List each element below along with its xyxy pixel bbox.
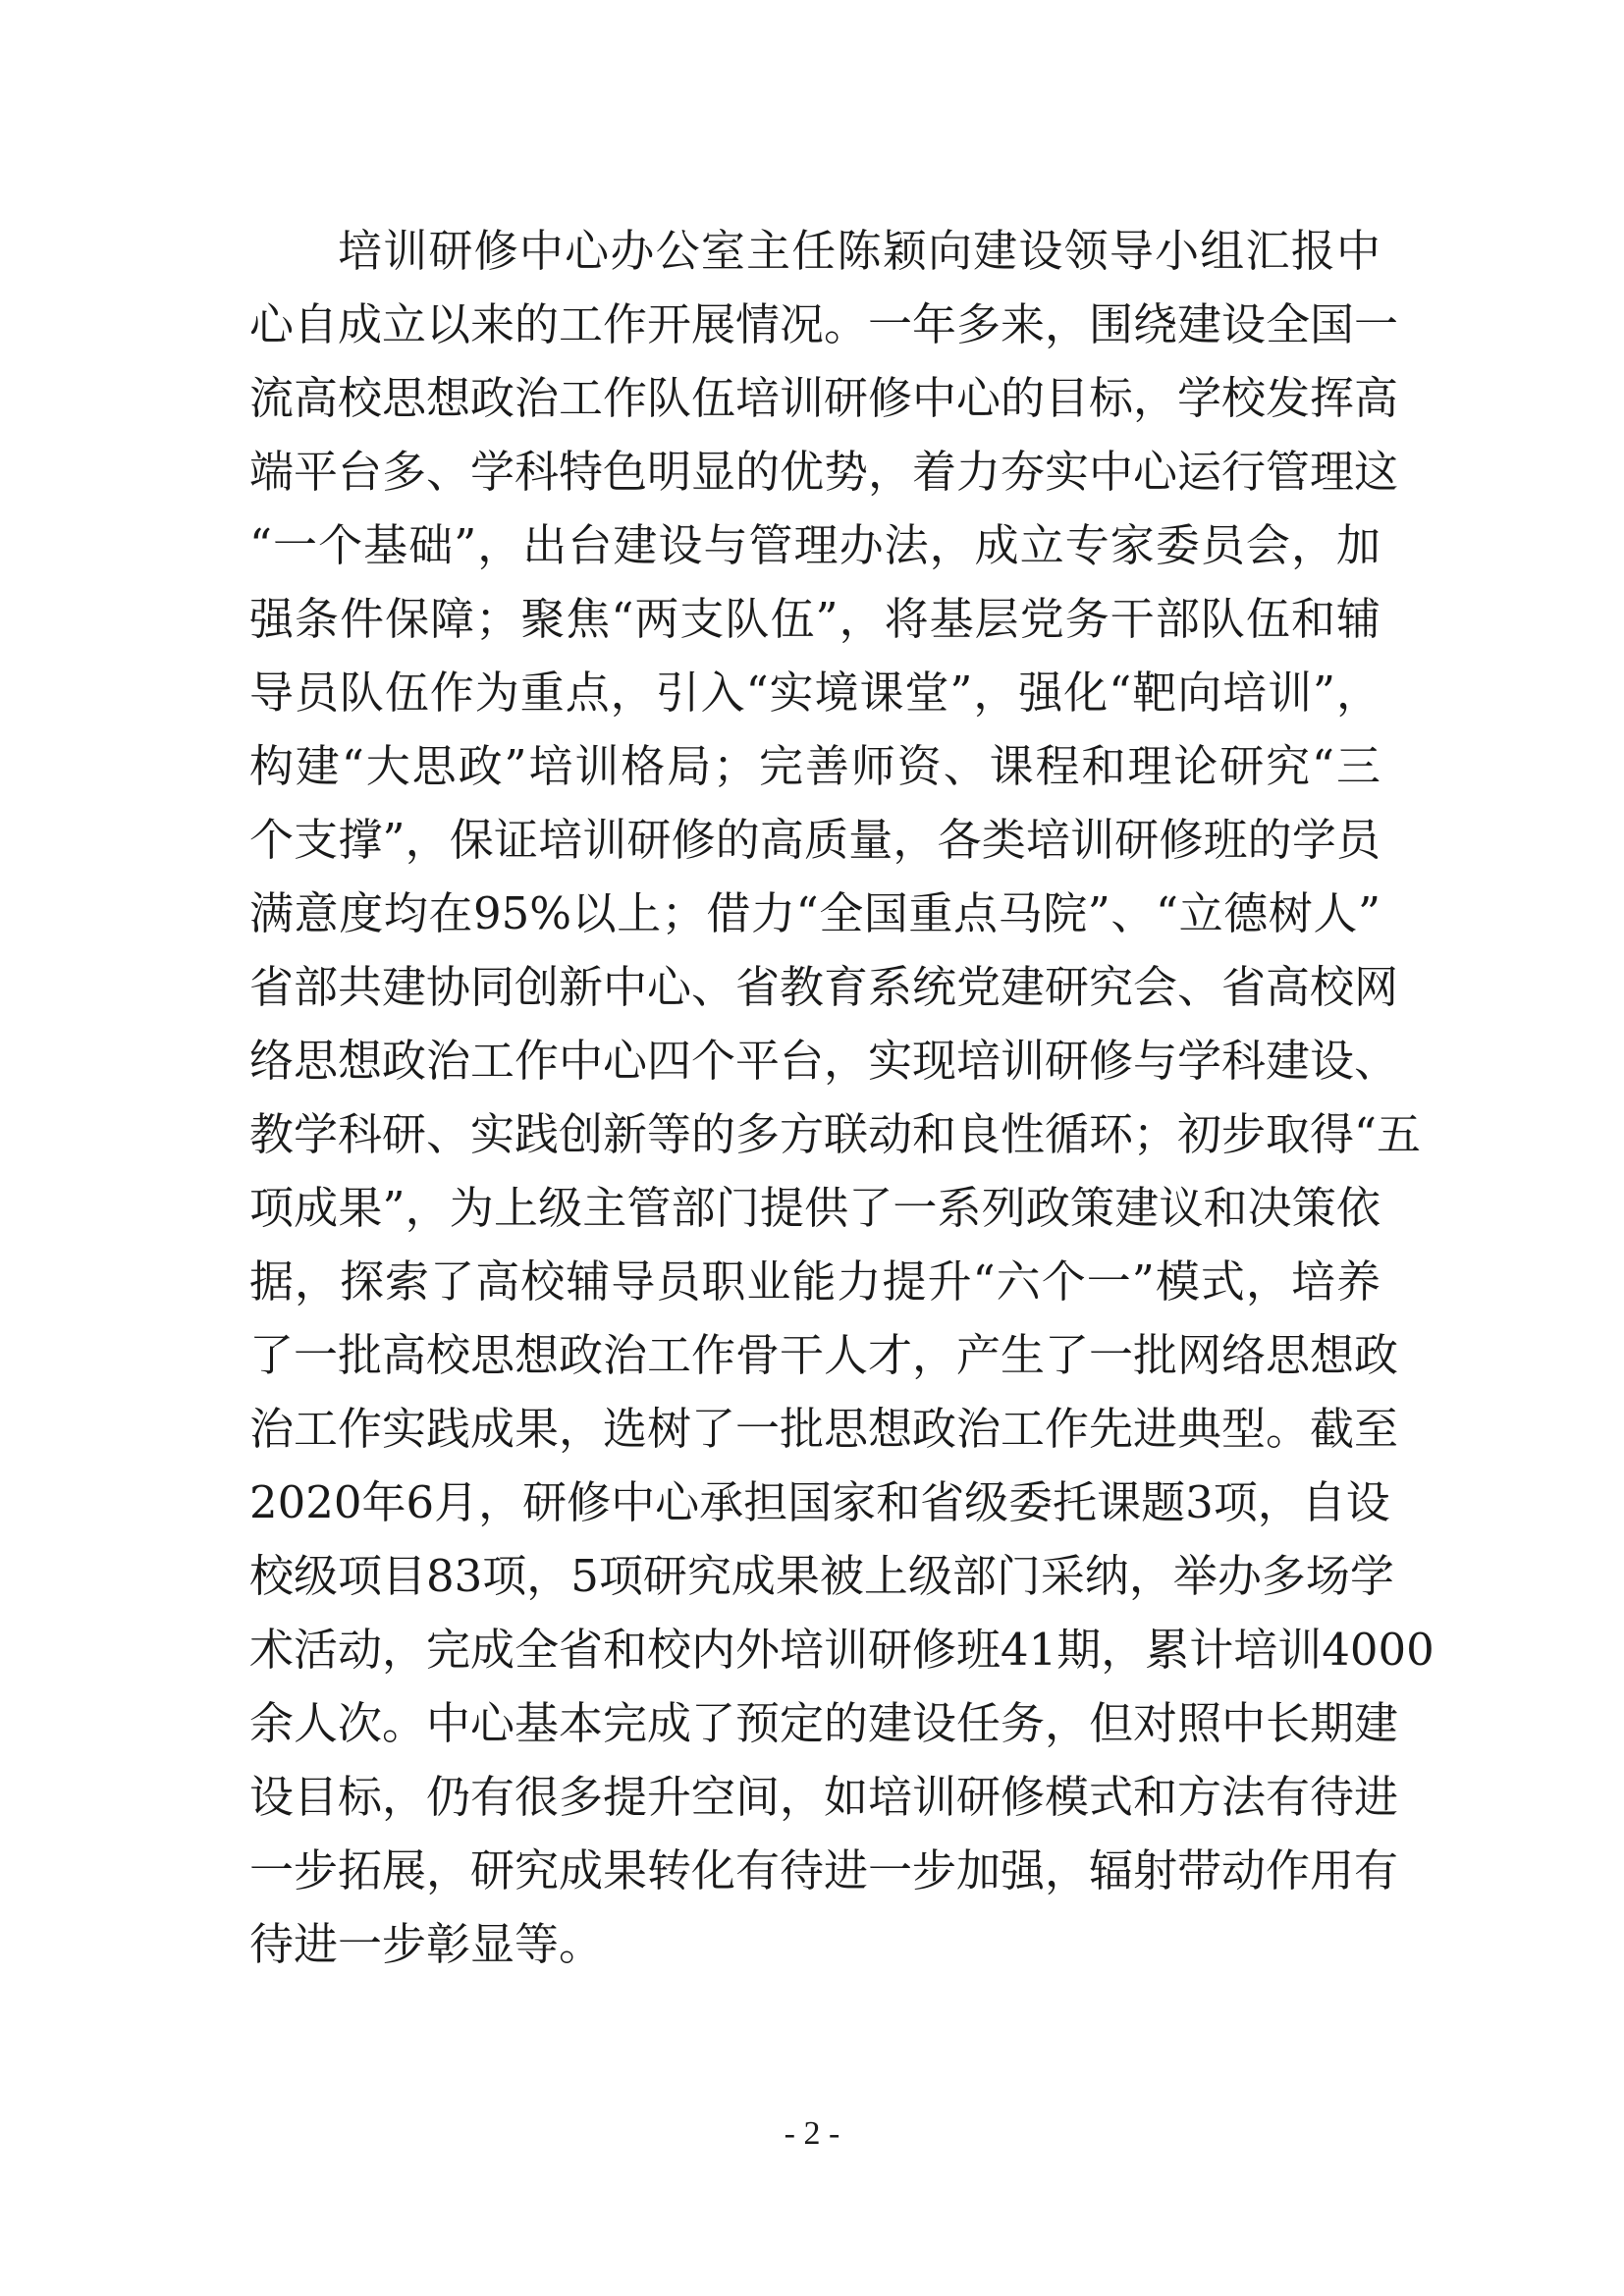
paragraph-line: 余人次。中心基本完成了预定的建设任务，但对照中长期建: [249, 1697, 1399, 1749]
paragraph-line: 设目标，仍有很多提升空间，如培训研修模式和方法有待进: [249, 1771, 1399, 1823]
paragraph-line: 校级项目83项，5项研究成果被上级部门采纳，举办多场学: [249, 1550, 1394, 1602]
paragraph-line: 构建“大思政”培训格局；完善师资、课程和理论研究“三: [249, 740, 1380, 792]
paragraph-line: 治工作实践成果，选树了一批思想政治工作先进典型。截至: [249, 1403, 1399, 1455]
paragraph-line: “一个基础”，出台建设与管理办法，成立专家委员会，加: [249, 519, 1380, 571]
paragraph-line: 强条件保障；聚焦“两支队伍”，将基层党务干部队伍和辅: [249, 593, 1380, 645]
page-number: - 2 -: [784, 2115, 840, 2152]
body-paragraph: [249, 214, 1435, 1981]
paragraph-line: 术活动，完成全省和校内外培训研修班41期，累计培训4000: [249, 1624, 1435, 1676]
paragraph-line: 培训研修中心办公室主任陈颖向建设领导小组汇报中: [338, 225, 1380, 277]
paragraph-line: 教学科研、实践创新等的多方联动和良性循环；初步取得“五: [249, 1108, 1422, 1160]
paragraph-line: 据，探索了高校辅导员职业能力提升“六个一”模式，培养: [249, 1255, 1380, 1308]
paragraph-line: 待进一步彰显等。: [249, 1918, 604, 1970]
paragraph-line: 心自成立以来的工作开展情况。一年多来，围绕建设全国一: [249, 298, 1399, 350]
paragraph-line: 导员队伍作为重点，引入“实境课堂”，强化“靶向培训”，: [249, 667, 1380, 719]
paragraph-line: 了一批高校思想政治工作骨干人才，产生了一批网络思想政: [249, 1329, 1399, 1381]
paragraph-line: 2020年6月，研修中心承担国家和省级委托课题3项，自设: [249, 1476, 1390, 1528]
paragraph-line: 满意度均在95%以上；借力“全国重点马院”、“立德树人”: [249, 887, 1380, 939]
paragraph-line: 省部共建协同创新中心、省教育系统党建研究会、省高校网: [249, 961, 1399, 1013]
paragraph-line: 流高校思想政治工作队伍培训研修中心的目标，学校发挥高: [249, 372, 1399, 424]
paragraph-line: 个支撑”，保证培训研修的高质量，各类培训研修班的学员: [249, 814, 1380, 866]
paragraph-line: 一步拓展，研究成果转化有待进一步加强，辐射带动作用有: [249, 1844, 1399, 1896]
paragraph-line: 端平台多、学科特色明显的优势，着力夯实中心运行管理这: [249, 446, 1399, 498]
paragraph-line: 项成果”，为上级主管部门提供了一系列政策建议和决策依: [249, 1182, 1380, 1234]
paragraph-line: 络思想政治工作中心四个平台，实现培训研修与学科建设、: [249, 1035, 1399, 1087]
